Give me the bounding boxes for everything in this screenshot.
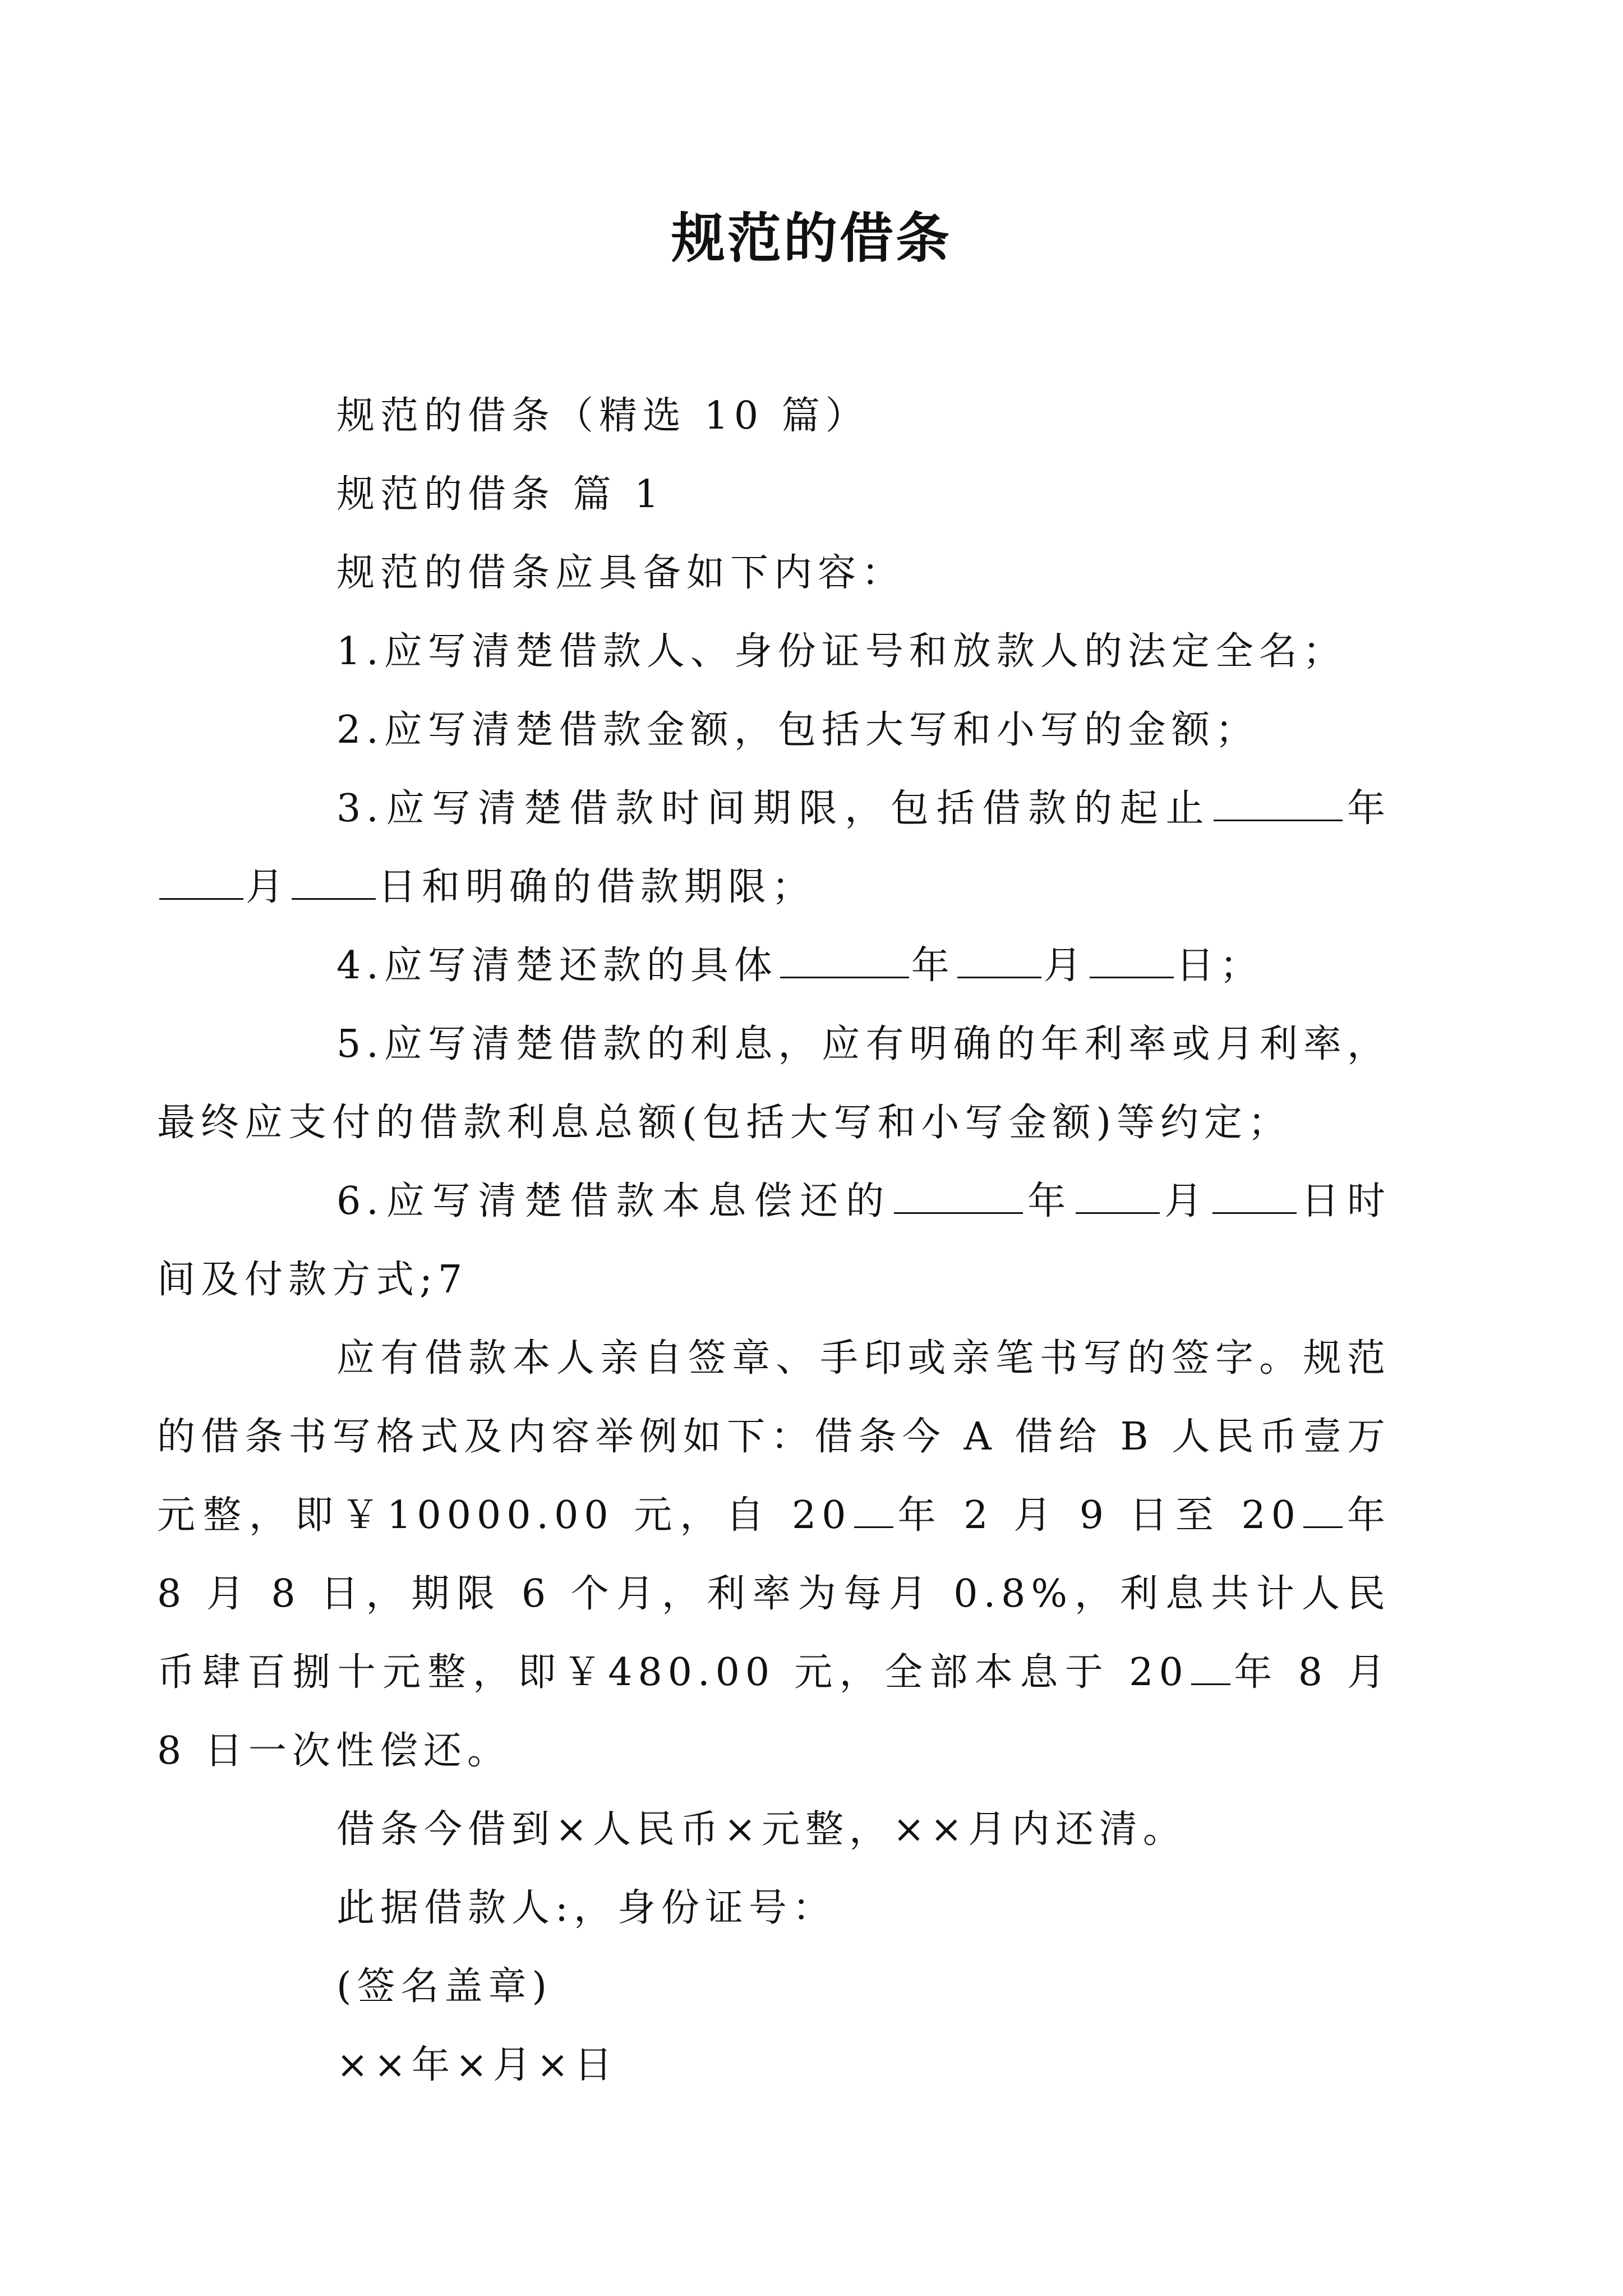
- list-item-5: 5.应写清楚借款的利息，应有明确的年利率或月利率，最终应支付的借款利息总额(包括大写和小写金额)等约定；: [157, 1022, 1391, 1145]
- example-text-c: 年 8 月 8 日，期限 6 个月，利率为每月 0.8%，利息共计人民币肆百捌十元整，即￥480.00 元，全部本息于 20: [157, 1493, 1391, 1695]
- intro-paragraph: 规范的借条应具备如下内容：: [336, 551, 906, 595]
- example-text-b: 年 2 月 9 日至 20: [895, 1493, 1301, 1538]
- blank-line: [1076, 1177, 1160, 1214]
- list-item-6-text-a: 6.应写清楚借款本息偿还的: [336, 1179, 892, 1223]
- list-item-4-text-d: 日；: [1175, 944, 1264, 988]
- date-line: ××年×月×日: [336, 2043, 618, 2087]
- document-body: [157, 377, 1391, 2105]
- example-paragraph: [157, 1319, 1391, 1791]
- blank-line: [854, 1492, 893, 1528]
- list-item-3-text-a: 3.应写清楚借款时间期限，包括借款的起止: [336, 786, 1212, 831]
- blank-line: [159, 863, 243, 900]
- blank-line: [1212, 1177, 1297, 1214]
- list-item-3-text-d: 日和明确的借款期限；: [378, 865, 816, 909]
- list-item-3: [157, 770, 1391, 927]
- list-item-4: [247, 927, 1391, 1005]
- blank-line: [957, 942, 1041, 978]
- blank-line: [1303, 1492, 1343, 1528]
- subtitle-paragraph: 规范的借条（精选 10 篇）: [336, 394, 869, 438]
- closing-line-1: 借条今借到×人民币×元整，××月内还清。: [336, 1807, 1187, 1852]
- section-heading: 规范的借条 篇 1: [336, 472, 665, 517]
- blank-line: [1090, 942, 1174, 978]
- blank-line: [1214, 785, 1343, 821]
- list-item-6-text-d: 日时间及付款方式;7: [157, 1179, 1391, 1302]
- list-item-6: [157, 1162, 1391, 1319]
- list-item-2: 2.应写清楚借款金额，包括大写和小写的金额；: [336, 708, 1259, 752]
- blank-line: [292, 863, 376, 900]
- document-title: 规范的借条: [671, 207, 952, 270]
- list-item-6-text-b: 年: [1025, 1179, 1074, 1223]
- list-item-3-text-c: 月: [246, 865, 290, 909]
- example-text-a: 应有借款本人亲自签章、手印或亲笔书写的签字。规范的借条书写格式及内容举例如下：借条今 A 借给 B 人民币壹万元整，即￥10000.00 元，自 20: [157, 1336, 1391, 1538]
- closing-line-2: 此据借款人:，身份证号：: [336, 1886, 836, 1930]
- list-item-4-text-b: 年: [911, 944, 955, 988]
- list-item-4-text-c: 月: [1043, 944, 1087, 988]
- list-item-1: 1.应写清楚借款人、身份证号和放款人的法定全名；: [336, 629, 1347, 674]
- list-item-3-text-b: 年: [1345, 786, 1391, 831]
- example-text-d: 年 8 月 8 日一次性偿还。: [157, 1650, 1391, 1773]
- signature-line: (签名盖章): [336, 1964, 553, 2009]
- blank-line: [780, 942, 909, 978]
- list-item-4-text-a: 4.应写清楚还款的具体: [336, 944, 778, 988]
- blank-line: [894, 1177, 1023, 1214]
- blank-line: [1191, 1649, 1230, 1685]
- list-item-6-text-c: 月: [1162, 1179, 1211, 1223]
